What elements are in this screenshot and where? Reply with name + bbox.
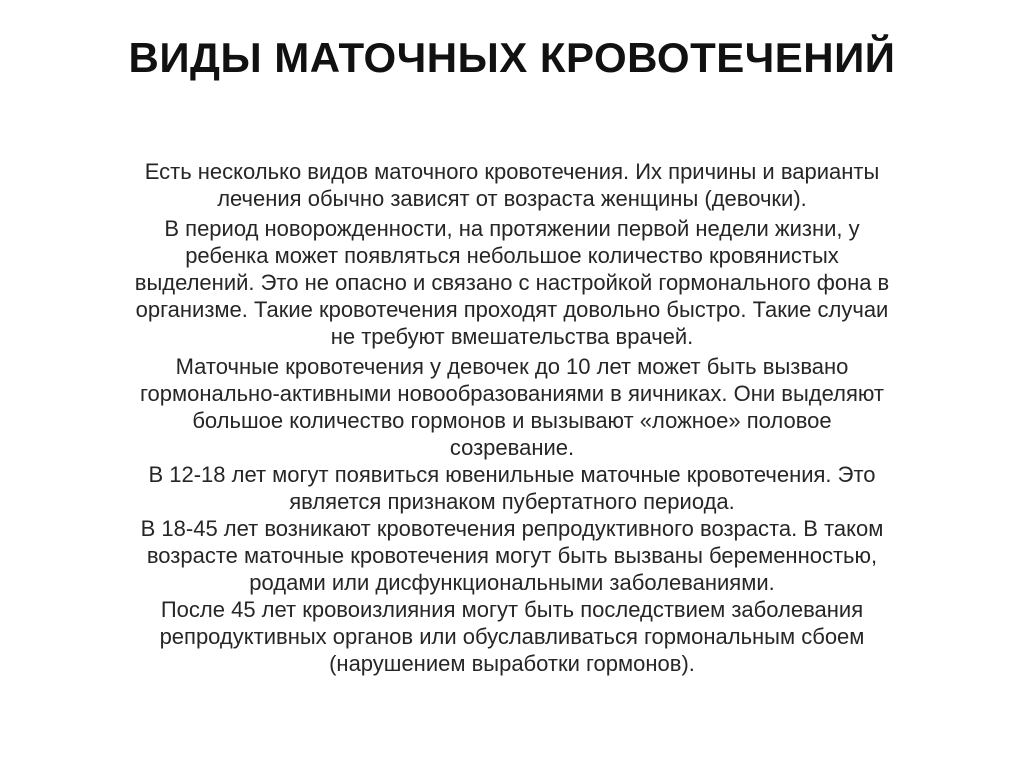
slide-title: ВИДЫ МАТОЧНЫХ КРОВОТЕЧЕНИЙ xyxy=(128,34,896,81)
text-line: В период новорожденности, на протяжении первой недели жизни, у xyxy=(164,216,860,241)
paragraph-age-groups xyxy=(62,353,962,677)
text-line: возрасте маточные кровотечения могут быть вызваны беременностью, xyxy=(146,543,878,568)
text-line: гормонально-активными новообразованиями в яичниках. Они выделяют xyxy=(140,381,884,406)
text-line: большое количество гормонов и вызывают «ложное» половое xyxy=(192,408,832,433)
text-line: Маточные кровотечения у девочек до 10 лет может быть вызвано xyxy=(175,354,849,379)
text-line: не требуют вмешательства врачей. xyxy=(330,324,694,349)
text-line: (нарушением выработки гормонов). xyxy=(329,651,695,676)
text-line: выделений. Это не опасно и связано с настройкой гормонального фона в xyxy=(134,270,890,295)
text-line: После 45 лет кровоизлияния могут быть последствием заболевания xyxy=(160,597,864,622)
paragraph-intro xyxy=(62,158,962,212)
text-line: В 12-18 лет могут появиться ювенильные маточные кровотечения. Это xyxy=(148,462,876,487)
text-line: Есть несколько видов маточного кровотечения. Их причины и варианты xyxy=(144,159,880,184)
text-line: ребенка может появляться небольшое количество кровянистых xyxy=(185,243,839,268)
paragraph-newborn xyxy=(62,215,962,350)
text-line: созревание. xyxy=(449,435,575,460)
text-line: родами или дисфункциональными заболеваниями. xyxy=(249,570,775,595)
text-line: лечения обычно зависят от возраста женщины (девочки). xyxy=(217,186,807,211)
text-line: В 18-45 лет возникают кровотечения репродуктивного возраста. В таком xyxy=(140,516,884,541)
text-line: репродуктивных органов или обуславливаться гормональным сбоем xyxy=(159,624,865,649)
slide-body xyxy=(62,158,962,677)
text-line: организме. Такие кровотечения проходят довольно быстро. Такие случаи xyxy=(135,297,889,322)
text-line: является признаком пубертатного периода. xyxy=(289,489,735,514)
